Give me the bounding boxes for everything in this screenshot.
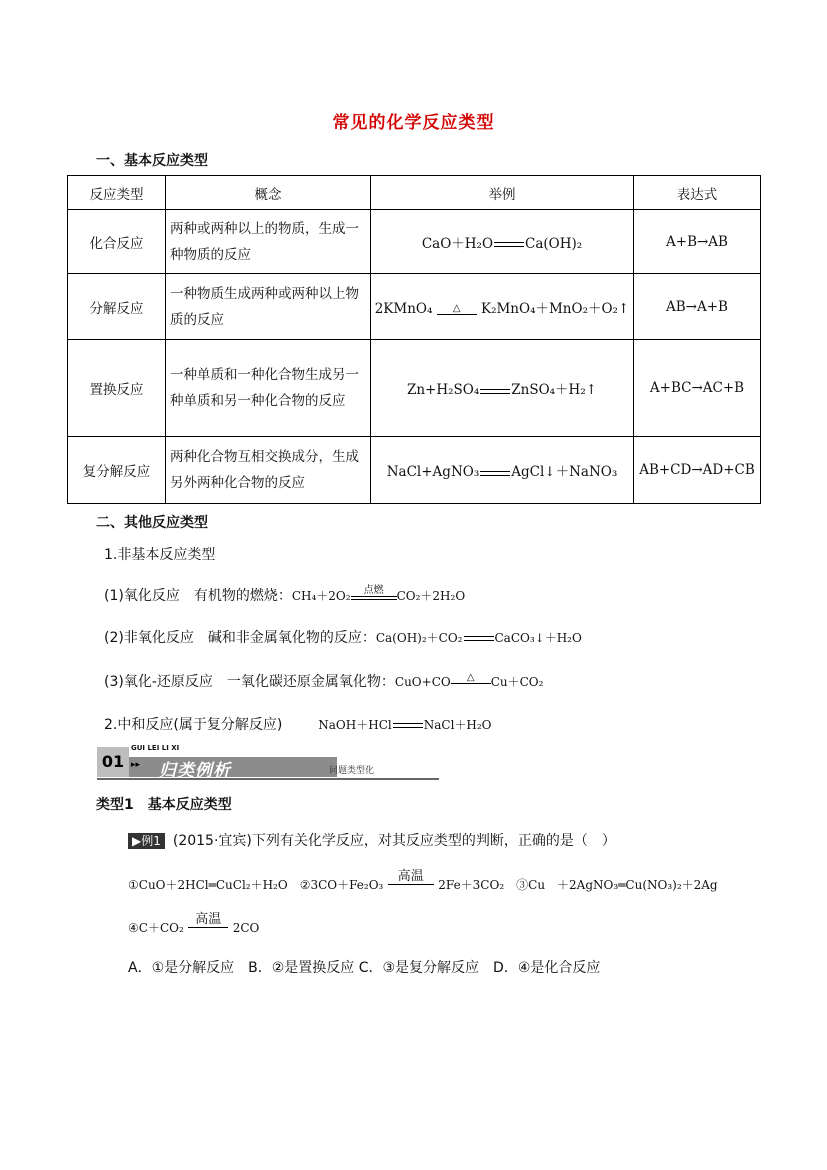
reaction-type-cell: 分解反应 [68, 274, 166, 340]
table-header: 反应类型 [68, 176, 166, 210]
section-heading-2: 二、其他反应类型 [96, 515, 208, 531]
reaction-type-cell: 化合反应 [68, 210, 166, 274]
table-row [68, 274, 761, 340]
subheading-1: 1.非基本反应类型 [104, 547, 216, 563]
reaction-item: (2)非氧化反应 碱和非金属氧化物的反应：Ca(OH)₂＋CO₂ CaCO₃↓＋H₂O [104, 630, 582, 646]
example-cell: Zn+H₂SO₄ ZnSO₄＋H₂↑ [371, 340, 634, 437]
answer-options: A．①是分解反应 B．②是置换反应 C．③是复分解反应 D．④是化合反应 [128, 960, 601, 976]
definition-cell: 两种化合物互相交换成分，生成另外两种化合物的反应 [166, 437, 371, 504]
reaction-item: (1)氧化反应 有机物的燃烧：CH₄＋2O₂ 点燃 CO₂＋2H₂O [104, 584, 466, 604]
example-cell: CaO＋H₂O Ca(OH)₂ [371, 210, 634, 274]
example-badge: ▶例1 [128, 833, 165, 849]
definition-cell: 一种单质和一种化合物生成另一种单质和另一种化合物的反应 [166, 340, 371, 437]
definition-cell: 两种或两种以上的物质，生成一种物质的反应 [166, 210, 371, 274]
page-title: 常见的化学反应类型 [332, 113, 495, 133]
expression-cell: A+B→AB [634, 210, 761, 274]
expression-cell: AB→A+B [634, 274, 761, 340]
table-header: 表达式 [634, 176, 761, 210]
table-row [68, 437, 761, 504]
example-line-1: ①CuO＋2HCl═CuCl₂＋H₂O ②3CO＋Fe₂O₃ 高温 2Fe＋3CO₂ ③Cu ＋2AgNO₃═Cu(NO₃)₂＋2Ag [128, 869, 718, 892]
section-heading-1: 一、基本反应类型 [96, 153, 208, 169]
neutralization-line: 2.中和反应(属于复分解反应) NaOH＋HCl NaCl＋H₂O [104, 717, 492, 733]
example-cell: 2KMnO₄ △ K₂MnO₄＋MnO₂＋O₂↑ [371, 274, 634, 340]
expression-cell: AB+CD→AD+CB [634, 437, 761, 504]
definition-cell: 一种物质生成两种或两种以上物质的反应 [166, 274, 371, 340]
table-row [68, 210, 761, 274]
reaction-item: (3)氧化-还原反应 一氧化碳还原金属氧化物：CuO+CO △ Cu＋CO₂ [104, 672, 544, 690]
reaction-type-cell: 置换反应 [68, 340, 166, 437]
table-header: 概念 [166, 176, 371, 210]
reaction-types-table [67, 175, 761, 504]
table-header: 举例 [371, 176, 634, 210]
reaction-type-cell: 复分解反应 [68, 437, 166, 504]
type1-heading: 类型1 基本反应类型 [96, 797, 232, 813]
example-question: ▶例1 (2015·宜宾)下列有关化学反应，对其反应类型的判断，正确的是（ ） [128, 830, 616, 850]
expression-cell: A+BC→AC+B [634, 340, 761, 437]
example-line-2: ④C＋CO₂ 高温 2CO [128, 912, 260, 935]
section-banner: 01 GUI LEI LI XI ▸▸ 归类例析 问题类型化 [97, 747, 439, 781]
example-cell: NaCl+AgNO₃ AgCl↓＋NaNO₃ [371, 437, 634, 504]
table-row [68, 340, 761, 437]
